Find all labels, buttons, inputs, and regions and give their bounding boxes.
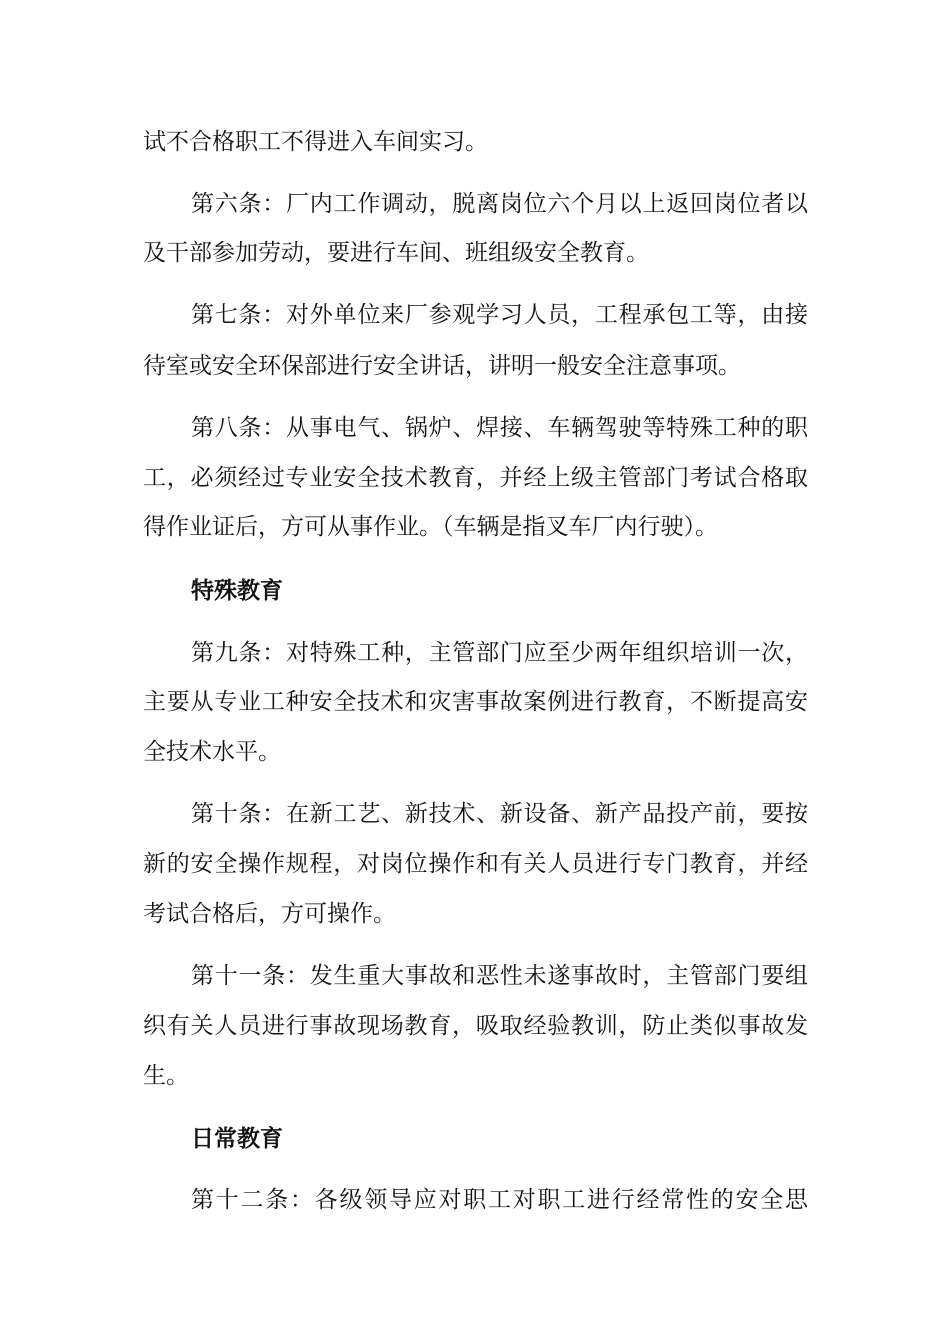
article-7-line-2: 待室或安全环保部进行安全讲话，讲明一般安全注意事项。 [143, 353, 741, 379]
section-heading-daily-education: 日常教育 [191, 1126, 283, 1152]
section-heading-special-education: 特殊教育 [191, 578, 283, 604]
article-9-line-3: 全技术水平。 [143, 739, 281, 765]
article-8-line-3: 得作业证后，方可从事作业。（车辆是指叉车厂内行驶）。 [143, 514, 718, 540]
article-8-line-2: 工，必须经过专业安全技术教育，并经上级主管部门考试合格取 [143, 465, 808, 491]
article-12-line-1: 第十二条：各级领导应对职工对职工进行经常性的安全思 [191, 1187, 808, 1213]
article-8-line-1: 第八条：从事电气、锅炉、焊接、车辆驾驶等特殊工种的职 [191, 415, 808, 441]
article-9-line-1: 第九条：对特殊工种，主管部门应至少两年组织培训一次， [191, 640, 808, 666]
article-7-line-1: 第七条：对外单位来厂参观学习人员，工程承包工等，由接 [191, 302, 808, 328]
article-10-line-2: 新的安全操作规程，对岗位操作和有关人员进行专门教育，并经 [143, 851, 808, 877]
article-6-line-1: 第六条：厂内工作调动，脱离岗位六个月以上返回岗位者以 [191, 191, 808, 217]
article-6-line-2: 及干部参加劳动，要进行车间、班组级安全教育。 [143, 240, 649, 266]
article-9-line-2: 主要从专业工种安全技术和灾害事故案例进行教育，不断提高安 [143, 689, 808, 715]
text-line: 试不合格职工不得进入车间实习。 [143, 129, 488, 155]
article-11-line-3: 生。 [143, 1063, 189, 1089]
article-10-line-3: 考试合格后，方可操作。 [143, 901, 396, 927]
article-10-line-1: 第十条：在新工艺、新技术、新设备、新产品投产前，要按 [191, 801, 808, 827]
article-11-line-1: 第十一条：发生重大事故和恶性未遂事故时，主管部门要组 [191, 963, 808, 989]
article-11-line-2: 织有关人员进行事故现场教育，吸取经验教训，防止类似事故发 [143, 1013, 808, 1039]
